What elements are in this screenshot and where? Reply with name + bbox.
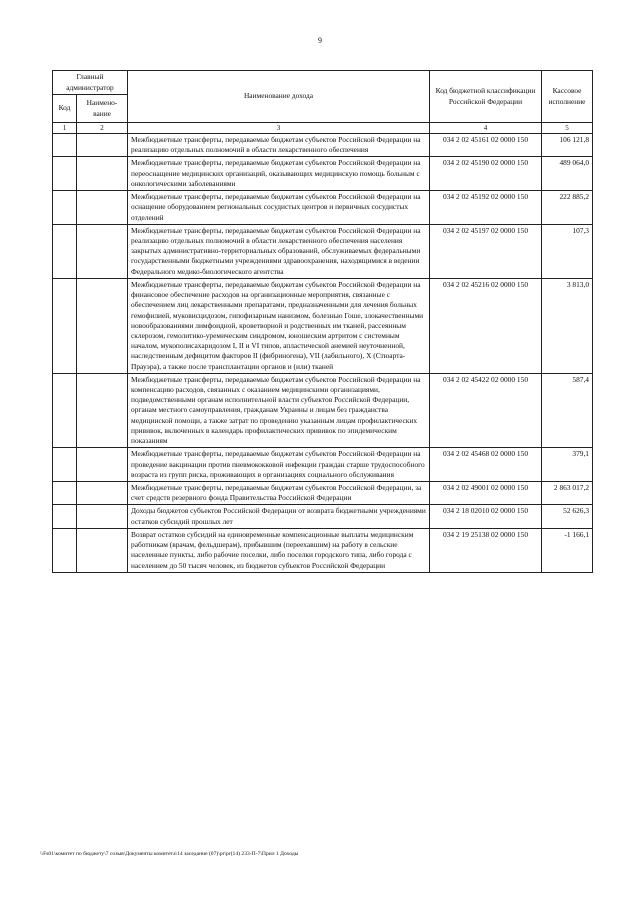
cell-amount: 587,4 <box>542 373 593 448</box>
cell-admin-code <box>53 505 77 528</box>
cell-admin-name <box>77 505 128 528</box>
cell-amount: 379,1 <box>542 448 593 482</box>
cell-admin-name <box>77 134 128 157</box>
cell-admin-name <box>77 448 128 482</box>
column-number-row <box>53 123 593 134</box>
cell-income-name: Межбюджетные трансферты, передаваемые бюджетам субъектов Российской Федерации на переоснащение медицинских организаций, оказывающих медицинскую помощь больным с онкологическими заболеваниями <box>128 157 430 191</box>
column-number: 4 <box>430 123 542 134</box>
cell-income-name: Межбюджетные трансферты, передаваемые бюджетам субъектов Российской Федерации на компенсацию расходов, связанных с оказанием медицинскими организациями, подведомственными органам исполнительной власти субъектов Российской Федерации, органам местного самоуправления, гражданам Украины и лицам без гражданства медицинской помощи, а также затрат по проведению указанным лицам профилактических прививок, включенных в календарь профилактических прививок по эпидемическим показаниям <box>128 373 430 448</box>
cell-admin-code <box>53 157 77 191</box>
cell-amount: -1 166,1 <box>542 528 593 572</box>
cell-amount: 489 064,0 <box>542 157 593 191</box>
cell-income-name: Возврат остатков субсидий на единовременные компенсационные выплаты медицинским работникам (врачам, фельдшерам), прибывшим (переехавшим) на работу в сельские населенные пункты, либо рабочие поселки, либо поселки городского типа, либо города с населением до 50 тысяч человек, из бюджетов субъектов Российской Федерации <box>128 528 430 572</box>
cell-income-name: Межбюджетные трансферты, передаваемые бюджетам субъектов Российской Федерации на проведение вакцинации против пневмококковой инфекции граждан старше трудоспособного возраста из групп риска, проживающих в организациях социального обслуживания <box>128 448 430 482</box>
cell-admin-code <box>53 224 77 278</box>
cell-income-name: Межбюджетные трансферты, передаваемые бюджетам субъектов Российской Федерации на оснащение оборудованием региональных сосудистых центров и первичных сосудистых отделений <box>128 191 430 225</box>
table-row <box>53 505 593 528</box>
header-bk-code: Код бюджетной классификации Российской Федерации <box>430 71 542 123</box>
cell-bk-code: 034 2 02 49001 02 0000 150 <box>430 482 542 505</box>
column-number: 5 <box>542 123 593 134</box>
cell-admin-code <box>53 373 77 448</box>
table-row <box>53 448 593 482</box>
cell-bk-code: 034 2 02 45422 02 0000 150 <box>430 373 542 448</box>
cell-income-name: Межбюджетные трансферты, передаваемые бюджетам субъектов Российской Федерации на реализацию отдельных полномочий в области лекарственного обеспечения <box>128 134 430 157</box>
cell-bk-code: 034 2 02 45197 02 0000 150 <box>430 224 542 278</box>
cell-admin-code <box>53 278 77 373</box>
cell-amount: 107,3 <box>542 224 593 278</box>
table-row <box>53 224 593 278</box>
cell-admin-name <box>77 224 128 278</box>
footer-file-path: \\Fs01\комитет по бюджету\7 созыв\Документы комитета\14 заседание (07)\pr\pr(14) 233-П-7\Прил 1 Доходы <box>40 851 299 857</box>
table-row <box>53 373 593 448</box>
cell-admin-name <box>77 278 128 373</box>
cell-amount: 52 626,3 <box>542 505 593 528</box>
cell-bk-code: 034 2 02 45161 02 0000 150 <box>430 134 542 157</box>
cell-income-name: Межбюджетные трансферты, передаваемые бюджетам субъектов Российской Федерации на финансовое обеспечение расходов на организационные мероприятия, связанные с обеспечением лиц лекарственными препаратами, предназначенными для лечения больных гемофилией, муковисцидозом, гипофизарным нанизмом, болезнью Гоше, злокачественными новообразованиями лимфоидной, кроветворной и родственных им тканей, рассеянным склерозом, гемолитико-уремическим синдромом, юношеским артритом с системным началом, мукополисахаридозом I, II и VI типов, апластической анемией неуточненной, наследственным дефицитом факторов II (фибриногена), VII (лабильного), X (Стюарта-Прауэра), а также после трансплантации органов и (или) тканей <box>128 278 430 373</box>
page-number: 9 <box>318 36 322 45</box>
cell-admin-code <box>53 191 77 225</box>
table-row <box>53 278 593 373</box>
column-number: 3 <box>128 123 430 134</box>
header-cash: Кассовое исполнение <box>542 71 593 123</box>
cell-admin-name <box>77 191 128 225</box>
cell-income-name: Доходы бюджетов субъектов Российской Федерации от возврата бюджетными учреждениями остатков субсидий прошлых лет <box>128 505 430 528</box>
table-row <box>53 191 593 225</box>
cell-bk-code: 034 2 02 45216 02 0000 150 <box>430 278 542 373</box>
column-number: 1 <box>53 123 77 134</box>
cell-admin-code <box>53 482 77 505</box>
cell-bk-code: 034 2 19 25138 02 0000 150 <box>430 528 542 572</box>
header-admin: Главный администратор <box>53 71 128 95</box>
revenue-table <box>52 70 593 573</box>
table-row <box>53 134 593 157</box>
cell-bk-code: 034 2 02 45190 02 0000 150 <box>430 157 542 191</box>
cell-amount: 3 813,0 <box>542 278 593 373</box>
header-income-name: Наименование дохода <box>128 71 430 123</box>
header-admin-name: Наимено-вание <box>77 95 128 123</box>
table-row <box>53 528 593 572</box>
table-row <box>53 157 593 191</box>
cell-admin-code <box>53 528 77 572</box>
cell-admin-code <box>53 134 77 157</box>
cell-admin-name <box>77 157 128 191</box>
cell-bk-code: 034 2 02 45192 02 0000 150 <box>430 191 542 225</box>
cell-admin-name <box>77 373 128 448</box>
cell-bk-code: 034 2 18 02010 02 0000 150 <box>430 505 542 528</box>
column-number: 2 <box>77 123 128 134</box>
cell-admin-name <box>77 482 128 505</box>
cell-admin-code <box>53 448 77 482</box>
header-code: Код <box>53 95 77 123</box>
cell-amount: 222 885,2 <box>542 191 593 225</box>
cell-bk-code: 034 2 02 45468 02 0000 150 <box>430 448 542 482</box>
cell-income-name: Межбюджетные трансферты, передаваемые бюджетам субъектов Российской Федерации на реализацию отдельных полномочий в области лекарственного обеспечения населения закрытых административно-территориальных образований, обслуживаемых федеральными государственными бюджетными учреждениями здравоохранения, находящимися в ведении Федерального медико-биологического агентства <box>128 224 430 278</box>
table-row <box>53 482 593 505</box>
cell-amount: 2 863 017,2 <box>542 482 593 505</box>
cell-income-name: Межбюджетные трансферты, передаваемые бюджетам субъектов Российской Федерации, за счет средств резервного фонда Правительства Российской Федерации <box>128 482 430 505</box>
cell-admin-name <box>77 528 128 572</box>
cell-amount: 106 121,8 <box>542 134 593 157</box>
